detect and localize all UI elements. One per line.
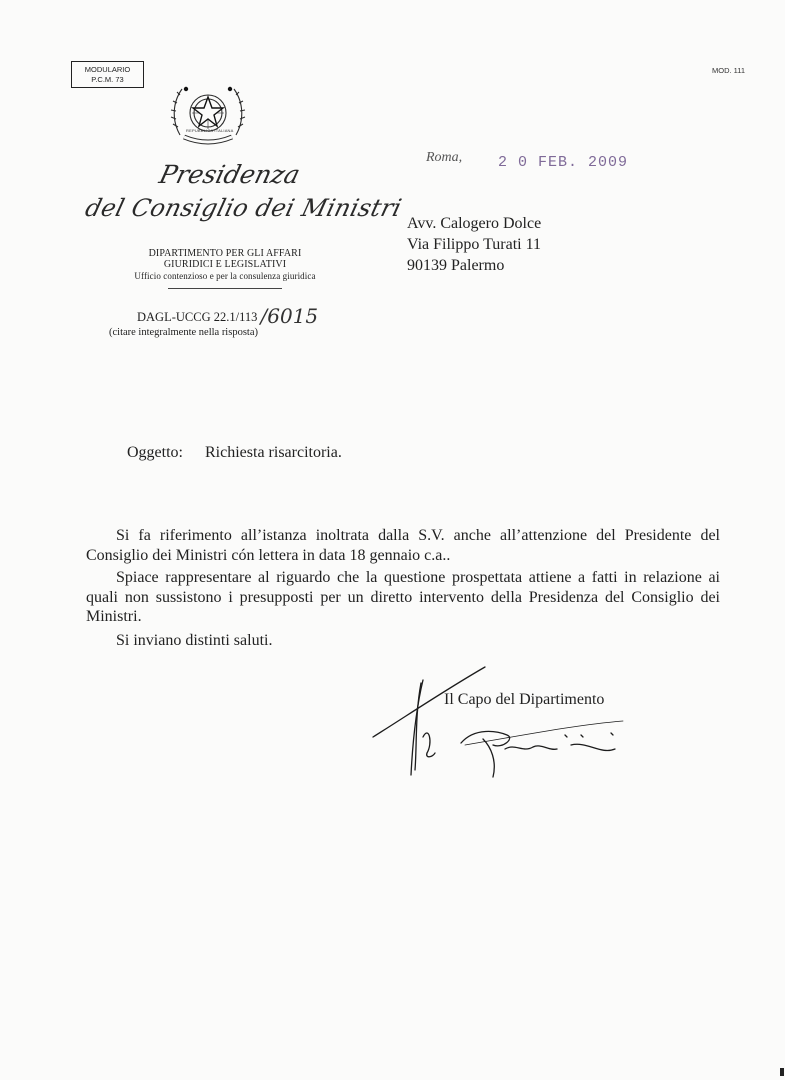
protocol-note: (citare integralmente nella risposta) [109,327,258,338]
org-name-line2: del Consiglio dei Ministri [82,194,405,222]
signature-title: Il Capo del Dipartimento [444,691,605,708]
org-name-line1: Presidenza [156,160,303,189]
dept-line3: Ufficio contenzioso e per la consulenza giuridica [134,271,316,281]
subject-text: Richiesta risarcitoria. [205,444,342,461]
emblem-motto: REPUBBLICA ITALIANA [186,128,234,133]
subject-label: Oggetto: [127,444,183,461]
place-label: Roma, [426,150,463,165]
body-paragraph-2: Spiace rappresentare al riguardo che la questione prospettata attiene a fatti in relazione ai quali non sussistono i presupposti per un diretto intervento della Presidenza del Consiglio dei Ministri. [86,569,720,625]
protocol-printed: DAGL-UCCG 22.1/113 [137,310,258,324]
body-paragraph-1: Si fa riferimento all’istanza inoltrata dalla S.V. anche all’attenzione del Presidente del Consiglio dei Ministri cón lettera in data 18 gennaio c.a.. [86,527,720,564]
dept-line1: DIPARTIMENTO PER GLI AFFARI [148,248,302,259]
protocol-number [137,302,318,326]
form-label-box [71,61,144,88]
handwritten-signature [365,665,625,780]
form-label-line2: P.C.M. 73 [91,75,124,84]
recipient-street: Via Filippo Turati 11 [407,236,542,253]
recipient-name: Avv. Calogero Dolce [407,215,542,232]
date-stamp: 2 0 FEB. 2009 [498,154,629,171]
scan-mark [780,1068,784,1076]
subject-line [127,443,342,463]
dept-line2: GIURIDICI E LEGISLATIVI [163,259,287,270]
form-number: MOD. 111 [712,66,746,75]
body-paragraph-3: Si inviano distinti saluti. [116,632,273,649]
republic-emblem-icon [170,77,246,151]
recipient-city: 90139 Palermo [407,257,505,274]
protocol-handwritten: /6015 [260,304,319,328]
form-label-line1: MODULARIO [84,65,131,74]
header-divider [168,288,282,289]
